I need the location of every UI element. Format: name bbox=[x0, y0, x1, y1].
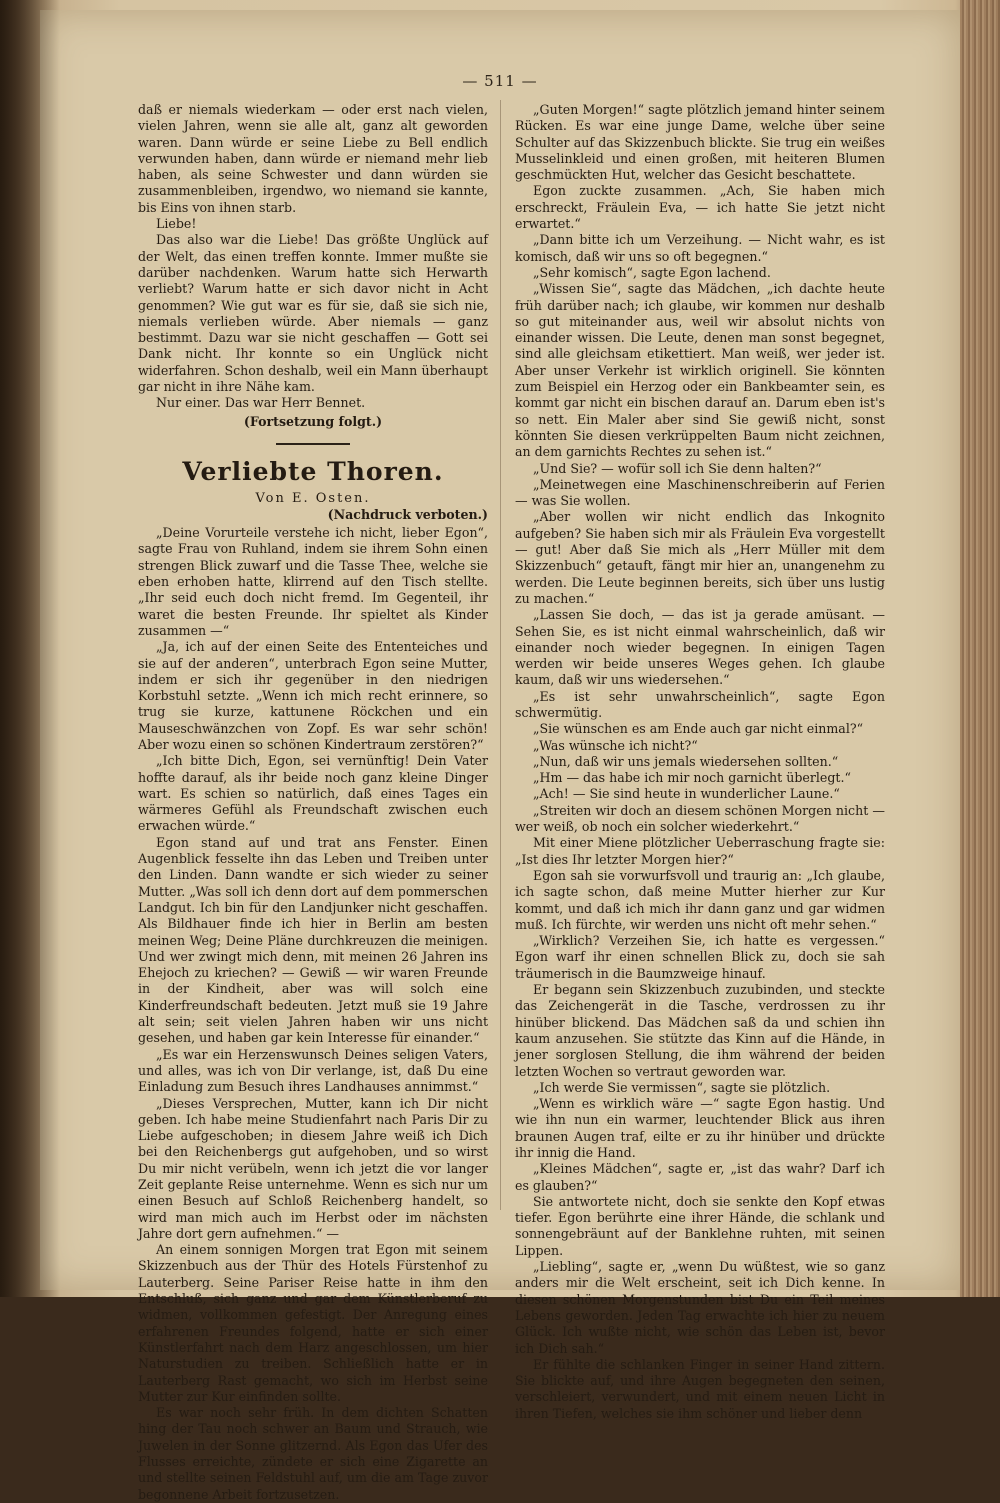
paragraph: „Dieses Versprechen, Mutter, kann ich Dir nicht geben. Ich habe meine Studienfahrt nach Paris Dir zu Liebe aufgeschoben; in diesem Jahre weiß ich Dich bei den Reichenbergs gut aufgehoben, und so wirst Du mir nicht verübeln, wenn ich jetzt die vor langer Zeit geplante Reise unternehme. Wenn es sich nur um einen Besuch auf Schloß Reichenberg handelt, so wird man mich auch im Herbst oder im nächsten Jahre dort gern aufnehmen.“ — bbox=[138, 1095, 488, 1241]
paragraph: Sie antwortete nicht, doch sie senkte den Kopf etwas tiefer. Egon berührte eine ihrer Hände, die schlank und sonnengebräunt auf der Banklehne ruhten, mit seinen Lippen. bbox=[515, 1193, 885, 1258]
paragraph: Egon stand auf und trat ans Fenster. Einen Augenblick fesselte ihn das Leben und Treiben unter den Linden. Dann wandte er sich wieder zu seiner Mutter. „Was soll ich denn dort auf dem pommerschen Landgut. Ich bin für den Landjunker nicht geschaffen. Als Bildhauer finde ich hier in Berlin am besten meinen Weg; Deine Pläne durchkreuzen die meinigen. Und wer zwingt mich denn, mit meinen 26 Jahren ins Ehejoch zu kriechen? — Gewiß — wir waren Freunde in der Kindheit, aber was will solch eine Kinderfreundschaft bedeuten. Jetzt muß sie 19 Jahre alt sein; seit vielen Jahren haben wir uns nicht gesehen, und haben gar kein Interesse für einander.“ bbox=[138, 834, 488, 1046]
paragraph: Nur einer. Das war Herr Bennet. bbox=[156, 395, 366, 411]
paragraph: „Ich werde Sie vermissen“, sagte sie plötzlich. bbox=[533, 1079, 831, 1095]
paragraph: Egon zuckte zusammen. „Ach, Sie haben mich erschreckt, Fräulein Eva, — ich hatte Sie jetzt nicht erwartet.“ bbox=[515, 183, 885, 232]
right-column bbox=[515, 102, 885, 1422]
rights-note: (Nachdruck verboten.) bbox=[327, 506, 488, 522]
paragraph: Es war noch sehr früh. In dem dichten Schatten hing der Tau noch schwer an Baum und Strauch, wie Juwelen in der Sonne glitzernd. Als Egon das Ufer des Flusses erreichte, zündete er sich eine Zigarette an und stellte seinen Feldstuhl auf, um die am Tage zuvor begonnene Arbeit fortzusetzen. bbox=[138, 1405, 488, 1502]
paragraph: Er fühlte die schlanken Finger in seiner Hand zittern. Sie blickte auf, und ihre Augen begegneten den seinen, verschleiert, verwundert, und mit einem neuen Licht in ihren Tiefen, welches sie ihm schöner und lieber denn bbox=[515, 1356, 885, 1421]
paragraph: „Sie wünschen es am Ende auch gar nicht einmal?“ bbox=[533, 721, 864, 737]
section-rule bbox=[276, 443, 350, 445]
column-divider bbox=[500, 100, 501, 1210]
paragraph: „Wirklich? Verzeihen Sie, ich hatte es vergessen.“ Egon warf ihr einen schnellen Blick zu, doch sie sah träumerisch in die Baumzweige hinauf. bbox=[515, 933, 885, 981]
paragraph: „Streiten wir doch an diesem schönen Morgen nicht — wer weiß, ob noch ein solcher wiederkehrt.“ bbox=[515, 802, 885, 835]
continued-note: (Fortsetzung folgt.) bbox=[243, 413, 383, 429]
paragraph: Mit einer Miene plötzlicher Ueberraschung fragte sie: „Ist dies Ihr letzter Morgen hier?“ bbox=[515, 835, 885, 867]
gutter-shadow bbox=[0, 0, 60, 1297]
paragraph: „Deine Vorurteile verstehe ich nicht, lieber Egon“, sagte Frau von Ruhland, indem sie ihrem Sohn einen strengen Blick zuwarf und die Tasse Thee, welche sie eben erhoben hatte, klirrend auf den Tisch stellte. „Ihr seid euch doch nicht fremd. Im Gegenteil, ihr waret die besten Freunde. Ihr spieltet als Kinder zusammen —“ bbox=[138, 525, 488, 638]
paragraph: Er begann sein Skizzenbuch zuzubinden, und steckte das Zeichengerät in die Tasche, verdrossen zu ihr hinüber blickend. Das Mädchen saß da und schien ihn kaum anzusehen. Sie stützte das Kinn auf die Hände, in jener sorglosen Stellung, die ihm während der beiden letzten Wochen so vertraut geworden war. bbox=[515, 982, 885, 1079]
paragraph: „Was wünsche ich nicht?“ bbox=[533, 737, 698, 753]
page-number: — 511 — bbox=[462, 72, 538, 90]
paragraph: „Wenn es wirklich wäre —“ sagte Egon hastig. Und wie ihn nun ein warmer, leuchtender Blick aus ihren braunen Augen traf, eilte er zu ihr hinüber und drückte ihr innig die Hand. bbox=[515, 1096, 885, 1160]
paragraph: „Guten Morgen!“ sagte plötzlich jemand hinter seinem Rücken. Es war eine junge Dame, welche über seine Schulter auf das Skizzenbuch blickte. Sie trug ein weißes Musselinkleid und einen großen, mit heiteren Blumen geschmückten Hut, welcher das Gesicht beschattete. bbox=[515, 102, 885, 183]
paragraph: An einem sonnigen Morgen trat Egon mit seinem Skizzenbuch aus der Thür des Hotels Fürstenhof zu Lauterberg. Seine Pariser Reise hatte in ihm den Entschluß, sich ganz und gar dem Künstlerberuf zu widmen, vollkommen gefestigt. Der Anregung eines erfahrenen Freundes folgend, hatte er sich einer Künstlerfahrt nach dem Harz angeschlossen, um hier Naturstudien zu treiben. Schließlich hatte er in Lauterberg Rast gemacht, wo sich im Herbst seine Mutter zur Kur einfinden sollte. bbox=[138, 1242, 488, 1404]
paragraph: „Nun, daß wir uns jemals wiedersehen sollten.“ bbox=[533, 753, 839, 769]
paragraph: Das also war die Liebe! Das größte Unglück auf der Welt, das einen treffen konnte. Immer mußte sie darüber nachdenken. Warum hatte sich Herwarth verliebt? Warum hatte er sich davor nicht in Acht genommen? Wie gut war es für sie, daß sie sich nie, niemals verlieben würde. Aber niemals — ganz bestimmt. Dazu war sie nicht geschaffen — Gott sei Dank nicht. Ihr konnte so ein Unglück nicht widerfahren. Schon deshalb, weil ein Mann überhaupt gar nicht in ihre Nähe kam. bbox=[138, 232, 488, 395]
paragraph: „Aber wollen wir nicht endlich das Inkognito aufgeben? Sie haben sich mir als Fräulein Eva vorgestellt — gut! Aber daß Sie mich als „Herr Müller mit dem Skizzenbuch“ getauft, fängt mir hier an, unangenehm zu werden. Die Leute beginnen bereits, sich über uns lustig zu machen.“ bbox=[515, 509, 885, 606]
paragraph: „Meinetwegen eine Maschinenschreiberin auf Ferien — was Sie wollen. bbox=[515, 476, 885, 509]
paragraph: „Kleines Mädchen“, sagte er, „ist das wahr? Darf ich es glauben?“ bbox=[515, 1161, 885, 1193]
paragraph: „Ach! — Sie sind heute in wunderlicher Laune.“ bbox=[533, 786, 840, 802]
paragraph: daß er niemals wiederkam — oder erst nach vielen, vielen Jahren, wenn sie alle alt, ganz alt geworden waren. Dann würde er seine Liebe zu Bell endlich verwunden haben, dann würde er niemand mehr lieb haben, als seine Schwester und dann würden sie zusammenbleiben, irgendwo, wo niemand sie kannte, bis Eins von ihnen starb. bbox=[138, 102, 488, 215]
paragraph: „Liebling“, sagte er, „wenn Du wüßtest, wie so ganz anders mir die Welt erscheint, seit ich Dich kenne. In diesen schönen Morgenstunden bist Du ein Teil meines Lebens geworden. Jeden Tag erwachte ich hier zu neuem Glück. Ich wußte nicht, wie schön das Leben ist, bevor ich Dich sah.“ bbox=[515, 1259, 885, 1356]
paragraph: „Dann bitte ich um Verzeihung. — Nicht wahr, es ist komisch, daß wir uns so oft begegnen.“ bbox=[515, 232, 885, 264]
paragraph: „Es ist sehr unwahrscheinlich“, sagte Egon schwermütig. bbox=[515, 688, 885, 720]
paragraph: Egon sah sie vorwurfsvoll und traurig an: „Ich glaube, ich sagte schon, daß meine Mutter hierher zur Kur kommt, und daß ich mich ihr dann ganz und gar widmen muß. Ich fürchte, wir werden uns nicht oft mehr sehen.“ bbox=[515, 867, 885, 932]
paragraph: Liebe! bbox=[156, 216, 197, 232]
paragraph: „Es war ein Herzenswunsch Deines seligen Vaters, und alles, was ich von Dir verlange, ist, daß Du eine Einladung zum Besuch ihres Landhauses annimmst.“ bbox=[138, 1046, 488, 1095]
story-title: Verliebte Thoren. bbox=[182, 456, 444, 486]
paragraph: „Sehr komisch“, sagte Egon lachend. bbox=[533, 264, 771, 280]
byline: Von E. Osten. bbox=[255, 490, 371, 506]
paragraph: „Lassen Sie doch, — das ist ja gerade amüsant. — Sehen Sie, es ist nicht einmal wahrscheinlich, daß wir einander noch wieder begegnen. In einigen Tagen werden wir beide unseres Weges gehen. Ich glaube kaum, daß wir uns wiedersehen.“ bbox=[515, 607, 885, 688]
page-edges bbox=[960, 0, 1000, 1297]
paragraph: „Wissen Sie“, sagte das Mädchen, „ich dachte heute früh darüber nach; ich glaube, wir kommen nur deshalb so gut miteinander aus, weil wir absolut nichts von einander wissen. Die Leute, denen man sonst begegnet, sind alle gleichsam etikettiert. Man weiß, wer jeder ist. Aber unser Verkehr ist wirklich originell. Sie könnten zum Beispiel ein Herzog oder ein Bankbeamter sein, es kommt gar nicht ein bischen darauf an. Darum eben ist's so nett. Ein Maler aber sind Sie gewiß nicht, sonst könnten Sie diesen verkrüppelten Baum nicht zeichnen, an dem garnichts Rechtes zu sehen ist.“ bbox=[515, 281, 885, 460]
paragraph: „Und Sie? — wofür soll ich Sie denn halten?“ bbox=[533, 460, 822, 476]
paragraph: „Hm — das habe ich mir noch garnicht überlegt.“ bbox=[533, 770, 851, 786]
paragraph: „Ich bitte Dich, Egon, sei vernünftig! Dein Vater hoffte darauf, als ihr beide noch ganz kleine Dinger wart. Es schien so natürlich, daß eines Tages ein wärmeres Gefühl als Freundschaft zwischen euch erwachen würde.“ bbox=[138, 753, 488, 834]
paragraph: „Ja, ich auf der einen Seite des Ententeiches und sie auf der anderen“, unterbrach Egon seine Mutter, indem er sich ihr gegenüber in den niedrigen Korbstuhl setzte. „Wenn ich mich recht erinnere, so trug sie kurze, kattunene Röckchen und ein Mauseschwänzchen von Zopf. Es war sehr schön! Aber wozu einen so schönen Kindertraum zerstören?“ bbox=[138, 639, 488, 752]
left-column bbox=[138, 102, 488, 1503]
